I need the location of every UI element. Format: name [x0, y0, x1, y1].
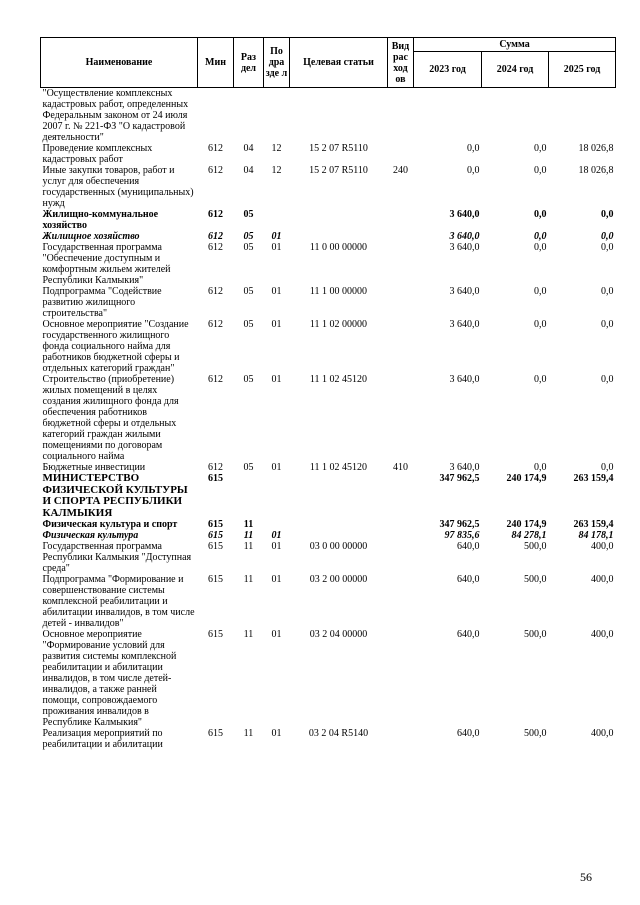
- cell-sum-2023: 3 640,0: [449, 209, 480, 220]
- cell-target: [290, 231, 388, 242]
- budget-table: [40, 37, 616, 750]
- table-row: [41, 143, 616, 165]
- table-row: [41, 231, 616, 242]
- cell-razdel: 05: [243, 462, 254, 473]
- cell-min: 612: [208, 319, 223, 330]
- cell-min: 612: [208, 374, 223, 385]
- cell-sum-2025: 0,0: [601, 319, 614, 330]
- cell-sum-2024: 500,0: [524, 629, 547, 640]
- cell-sum-2023: 3 640,0: [449, 286, 480, 297]
- cell-vid: [388, 728, 414, 750]
- cell-sum-2025: 0,0: [601, 209, 614, 220]
- cell-sum-2023: 347 962,5: [439, 519, 480, 530]
- cell-sum-2023: 3 640,0: [449, 374, 480, 385]
- cell-name: Основное мероприятие "Формирование условий для развития системы комплексной реабилитации и абилитации инвалидов, в том числе детей-инвалидов, а также ранней помощи, сопровождаемого проживания инвалидов в Республике Калмыкия": [42, 629, 177, 728]
- cell-vid: [388, 473, 414, 519]
- cell-sum-2024: [482, 88, 549, 144]
- cell-podrazdel: [264, 209, 290, 231]
- cell-sum-2024: 84 278,1: [511, 530, 547, 541]
- cell-target: 15 2 07 R5110: [309, 165, 368, 176]
- cell-sum-2025: 263 159,4: [573, 473, 614, 484]
- cell-vid: [388, 629, 414, 728]
- cell-vid: [388, 530, 414, 541]
- cell-vid: [388, 374, 414, 462]
- cell-vid: [388, 319, 414, 374]
- table-row: [41, 209, 616, 231]
- cell-name: МИНИСТЕРСТВО ФИЗИЧЕСКОЙ КУЛЬТУРЫ И СПОРТА РЕСПУБЛИКИ КАЛМЫКИЯ: [42, 472, 188, 519]
- cell-vid: [388, 519, 414, 530]
- table-row: [41, 530, 616, 541]
- cell-razdel: 11: [243, 629, 254, 640]
- cell-sum-2024: 240 174,9: [506, 473, 547, 484]
- cell-min: 615: [208, 541, 223, 552]
- cell-sum-2024: 0,0: [534, 242, 547, 253]
- cell-sum-2023: 347 962,5: [439, 473, 480, 484]
- cell-name: Жилищное хозяйство: [42, 231, 140, 242]
- cell-sum-2023: 640,0: [457, 541, 480, 552]
- cell-name: Государственная программа Республики Калмыкия "Доступная среда": [42, 541, 192, 574]
- cell-podrazdel: 01: [271, 574, 282, 585]
- cell-sum-2025: [549, 88, 616, 144]
- cell-target: [290, 209, 388, 231]
- cell-name: Жилищно-коммунальное хозяйство: [42, 209, 159, 231]
- cell-razdel: 04: [243, 165, 254, 176]
- cell-sum-2023: 3 640,0: [449, 462, 480, 473]
- header-target: Целевая статьи: [290, 38, 388, 88]
- table-body: [41, 88, 616, 751]
- cell-sum-2023: 0,0: [467, 165, 480, 176]
- cell-podrazdel: 01: [271, 629, 282, 640]
- cell-razdel: [234, 473, 264, 519]
- table-row: [41, 541, 616, 574]
- cell-sum-2025: 400,0: [591, 629, 614, 640]
- cell-vid: 410: [393, 462, 408, 473]
- cell-sum-2023: 0,0: [467, 143, 480, 154]
- header-name: Наименование: [41, 38, 198, 88]
- cell-vid: [388, 286, 414, 319]
- cell-podrazdel: 01: [271, 541, 282, 552]
- cell-target: 03 2 00 00000: [309, 574, 368, 585]
- cell-razdel: [234, 88, 264, 144]
- cell-sum-2023: 3 640,0: [449, 231, 480, 242]
- cell-target: 11 0 00 00000: [309, 242, 368, 253]
- cell-vid: [388, 209, 414, 231]
- cell-min: 615: [208, 530, 223, 541]
- cell-vid: [388, 88, 414, 144]
- cell-razdel: 05: [243, 231, 254, 242]
- table-row: [41, 574, 616, 629]
- cell-podrazdel: 01: [271, 319, 282, 330]
- cell-sum-2024: 0,0: [534, 374, 547, 385]
- cell-target: [290, 530, 388, 541]
- cell-sum-2024: 240 174,9: [506, 519, 547, 530]
- cell-podrazdel: 01: [271, 530, 282, 541]
- cell-name: Реализация мероприятий по реабилитации и абилитации: [42, 728, 163, 750]
- table-row: [41, 165, 616, 209]
- cell-min: 615: [208, 574, 223, 585]
- cell-target: 11 1 02 00000: [309, 319, 368, 330]
- cell-sum-2025: 400,0: [591, 574, 614, 585]
- cell-target: [290, 88, 388, 144]
- cell-razdel: 11: [243, 530, 254, 541]
- cell-sum-2024: 500,0: [524, 574, 547, 585]
- cell-min: [198, 88, 234, 144]
- cell-sum-2025: 84 178,1: [578, 530, 614, 541]
- header-razdel: Раз дел: [234, 38, 264, 88]
- cell-sum-2025: 18 026,8: [578, 143, 614, 154]
- page-number: 56: [580, 870, 592, 884]
- cell-razdel: 05: [243, 286, 254, 297]
- cell-sum-2025: 0,0: [601, 286, 614, 297]
- cell-name: Основное мероприятие "Создание государственного жилищного фонда социального найма для работников бюджетной сферы и отдельных категорий граждан": [42, 319, 189, 374]
- table-row: [41, 286, 616, 319]
- cell-sum-2025: 263 159,4: [573, 519, 614, 530]
- cell-sum-2025: 0,0: [601, 231, 614, 242]
- cell-sum-2024: 0,0: [534, 286, 547, 297]
- table-row: [41, 473, 616, 519]
- header-podrazdel: По дра зде л: [264, 38, 290, 88]
- cell-sum-2025: 18 026,8: [578, 165, 614, 176]
- cell-min: 615: [208, 728, 223, 739]
- cell-min: 615: [208, 473, 223, 484]
- header-2024: 2024 год: [482, 52, 549, 88]
- cell-min: 612: [208, 231, 223, 242]
- cell-razdel: 05: [243, 209, 254, 220]
- cell-name: "Осуществление комплексных кадастровых работ, определенных Федеральным законом от 24 июля 2007 г. № 221-ФЗ "О кадастровой деятельности": [42, 88, 189, 143]
- cell-sum-2024: 0,0: [534, 209, 547, 220]
- cell-target: 03 0 00 00000: [309, 541, 368, 552]
- cell-sum-2025: 400,0: [591, 728, 614, 739]
- cell-vid: [388, 231, 414, 242]
- cell-name: Иные закупки товаров, работ и услуг для обеспечения государственных (муниципальных) нужд: [42, 165, 194, 209]
- cell-sum-2024: 0,0: [534, 165, 547, 176]
- cell-podrazdel: [264, 88, 290, 144]
- cell-podrazdel: 01: [271, 286, 282, 297]
- cell-target: 11 1 02 45120: [309, 374, 368, 385]
- cell-name: Подпрограмма "Содействие развитию жилищного строительства": [42, 286, 162, 319]
- cell-sum-2025: 400,0: [591, 541, 614, 552]
- cell-sum-2024: 0,0: [534, 231, 547, 242]
- cell-vid: [388, 242, 414, 286]
- cell-sum-2025: 0,0: [601, 242, 614, 253]
- cell-sum-2024: 500,0: [524, 541, 547, 552]
- cell-min: 612: [208, 165, 223, 176]
- cell-min: 612: [208, 286, 223, 297]
- cell-razdel: 05: [243, 242, 254, 253]
- cell-sum-2023: 3 640,0: [449, 319, 480, 330]
- cell-min: 615: [208, 629, 223, 640]
- cell-name: Физическая культура и спорт: [42, 519, 178, 530]
- cell-vid: [388, 574, 414, 629]
- cell-name: Физическая культура: [42, 530, 139, 541]
- header-vid: Вид рас ход ов: [388, 38, 414, 88]
- cell-sum-2023: 97 835,6: [444, 530, 480, 541]
- cell-sum-2023: [414, 88, 482, 144]
- cell-sum-2023: 3 640,0: [449, 242, 480, 253]
- cell-target: [290, 519, 388, 530]
- cell-min: 612: [208, 462, 223, 473]
- cell-razdel: 11: [243, 728, 254, 739]
- cell-min: 612: [208, 209, 223, 220]
- budget-document: [40, 37, 615, 750]
- cell-podrazdel: 01: [271, 728, 282, 739]
- cell-razdel: 05: [243, 319, 254, 330]
- cell-target: 03 2 04 00000: [309, 629, 368, 640]
- cell-sum-2023: 640,0: [457, 574, 480, 585]
- cell-razdel: 11: [243, 541, 254, 552]
- table-row: [41, 629, 616, 728]
- cell-sum-2024: 500,0: [524, 728, 547, 739]
- cell-vid: [388, 541, 414, 574]
- cell-target: 15 2 07 R5110: [309, 143, 368, 154]
- header-2023: 2023 год: [414, 52, 482, 88]
- cell-razdel: 04: [243, 143, 254, 154]
- cell-target: 11 1 00 00000: [309, 286, 368, 297]
- cell-target: [290, 473, 388, 519]
- table-header: [41, 38, 616, 88]
- cell-sum-2025: 0,0: [601, 374, 614, 385]
- cell-min: 615: [208, 519, 223, 530]
- table-row: [41, 374, 616, 462]
- table-row: [41, 242, 616, 286]
- cell-name: Подпрограмма "Формирование и совершенствование системы комплексной реабилитации и абилитации инвалидов, в том числе детей - инвалидов": [42, 574, 195, 629]
- cell-min: 612: [208, 242, 223, 253]
- cell-vid: 240: [393, 165, 408, 176]
- cell-podrazdel: 01: [271, 462, 282, 473]
- cell-name: Строительство (приобретение) жилых помещений в целях создания жилищного фонда для обеспечения работников бюджетной сферы и отдельных категорий граждан жилыми помещениями по договорам социального найма: [42, 374, 179, 462]
- cell-sum-2023: 640,0: [457, 629, 480, 640]
- table-row: [41, 88, 616, 144]
- cell-name: Проведение комплексных кадастровых работ: [42, 143, 153, 165]
- cell-podrazdel: 01: [271, 374, 282, 385]
- cell-razdel: 05: [243, 374, 254, 385]
- table-row: [41, 728, 616, 750]
- cell-target: 03 2 04 R5140: [308, 728, 369, 739]
- cell-podrazdel: 12: [271, 165, 282, 176]
- table-row: [41, 319, 616, 374]
- cell-sum-2023: 640,0: [457, 728, 480, 739]
- cell-vid: [388, 143, 414, 165]
- table-row: [41, 519, 616, 530]
- cell-razdel: 11: [243, 574, 254, 585]
- header-2025: 2025 год: [549, 52, 616, 88]
- cell-min: 612: [208, 143, 223, 154]
- cell-podrazdel: [264, 473, 290, 519]
- cell-sum-2024: 0,0: [534, 319, 547, 330]
- cell-name: Государственная программа "Обеспечение доступным и комфортным жильем жителей Республики Калмыкия": [42, 242, 171, 286]
- cell-sum-2024: 0,0: [534, 143, 547, 154]
- cell-razdel: 11: [243, 519, 254, 530]
- header-min: Мин: [198, 38, 234, 88]
- header-sum: Сумма: [414, 38, 616, 52]
- cell-target: 11 1 02 45120: [309, 462, 368, 473]
- cell-sum-2025: 0,0: [601, 462, 614, 473]
- cell-sum-2024: 0,0: [534, 462, 547, 473]
- cell-podrazdel: 01: [271, 242, 282, 253]
- cell-podrazdel: [264, 519, 290, 530]
- cell-name: Бюджетные инвестиции: [42, 462, 146, 473]
- cell-podrazdel: 12: [271, 143, 282, 154]
- cell-podrazdel: 01: [271, 231, 282, 242]
